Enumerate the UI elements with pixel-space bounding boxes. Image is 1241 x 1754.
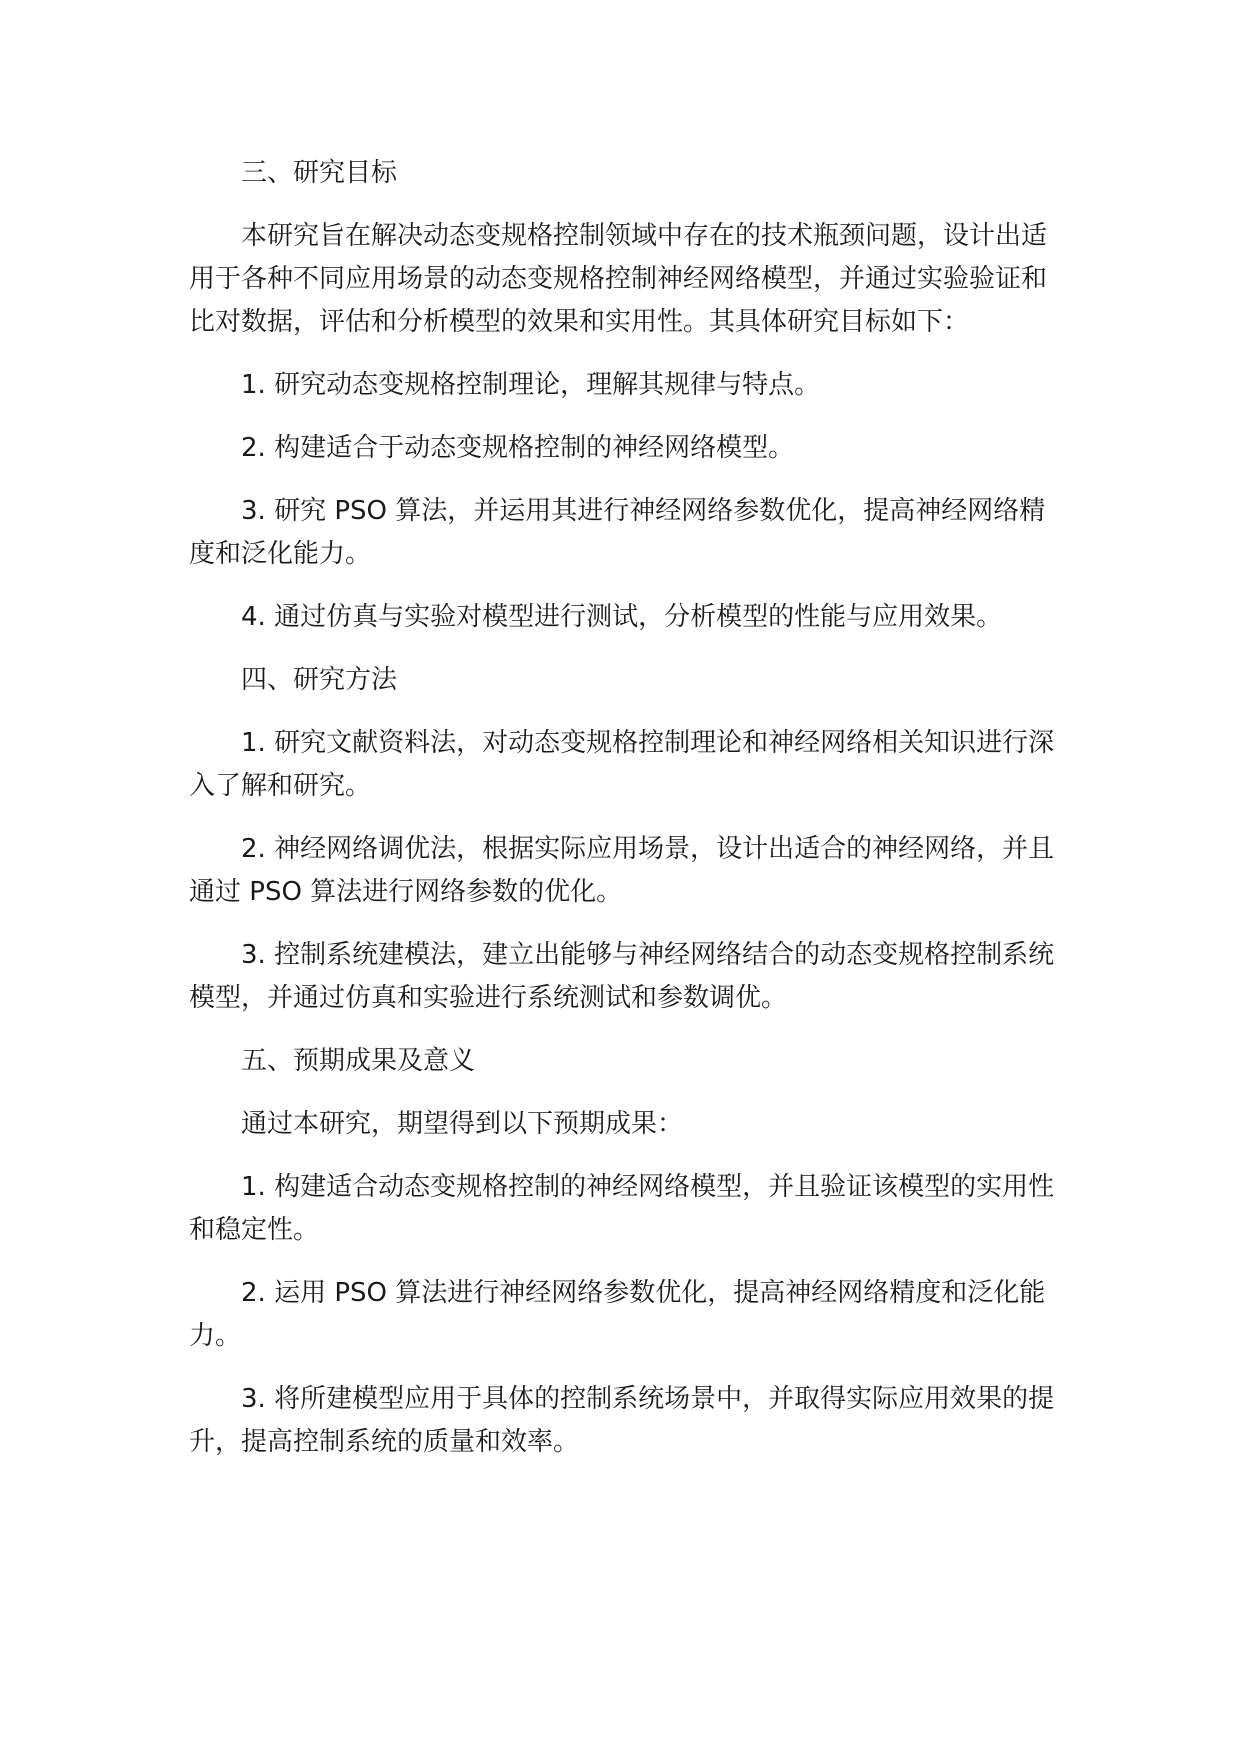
goals-item-3: 3. 研究 PSO 算法，并运用其进行神经网络参数优化，提高神经网络精度和泛化能力。 bbox=[189, 496, 1046, 569]
results-item-3: 3. 将所建模型应用于具体的控制系统场景中，并取得实际应用效果的提升，提高控制系统的质量和效率。 bbox=[189, 1384, 1055, 1457]
results-item-1: 1. 构建适合动态变规格控制的神经网络模型，并且验证该模型的实用性和稳定性。 bbox=[189, 1172, 1055, 1245]
methods-item-3: 3. 控制系统建模法，建立出能够与神经网络结合的动态变规格控制系统模型，并通过仿真和实验进行系统测试和参数调优。 bbox=[189, 940, 1055, 1013]
goals-intro-paragraph: 本研究旨在解决动态变规格控制领域中存在的技术瓶颈问题，设计出适用于各种不同应用场景的动态变规格控制神经网络模型，并通过实验验证和比对数据，评估和分析模型的效果和实用性。其具体研究目标如下： bbox=[189, 221, 1048, 337]
section-heading-research-goals: 三、研究目标 bbox=[241, 158, 398, 188]
results-item-2: 2. 运用 PSO 算法进行神经网络参数优化，提高神经网络精度和泛化能力。 bbox=[189, 1278, 1046, 1351]
section-heading-research-methods: 四、研究方法 bbox=[241, 665, 398, 695]
document-body bbox=[189, 152, 1055, 1484]
results-intro-paragraph: 通过本研究，期望得到以下预期成果： bbox=[241, 1109, 684, 1139]
section-heading-expected-results: 五、预期成果及意义 bbox=[241, 1046, 476, 1076]
methods-item-2: 2. 神经网络调优法，根据实际应用场景，设计出适合的神经网络，并且通过 PSO 算法进行网络参数的优化。 bbox=[189, 834, 1055, 907]
methods-item-1: 1. 研究文献资料法，对动态变规格控制理论和神经网络相关知识进行深入了解和研究。 bbox=[189, 728, 1055, 801]
goals-item-1: 1. 研究动态变规格控制理论，理解其规律与特点。 bbox=[241, 370, 821, 400]
goals-item-4: 4. 通过仿真与实验对模型进行测试，分析模型的性能与应用效果。 bbox=[241, 602, 1003, 632]
goals-item-2: 2. 构建适合于动态变规格控制的神经网络模型。 bbox=[241, 433, 795, 463]
